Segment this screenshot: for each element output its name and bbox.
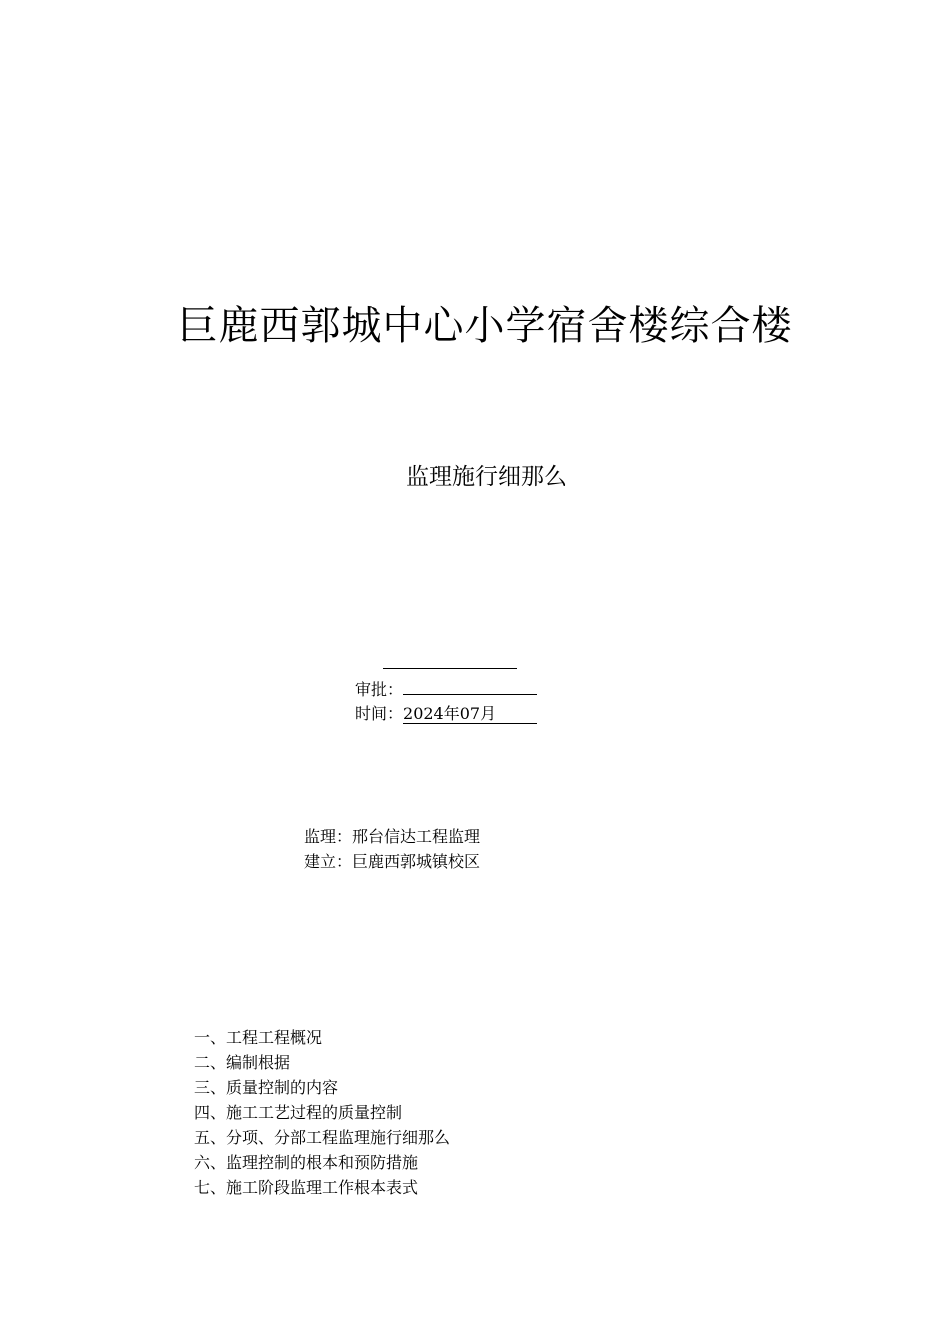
table-of-contents	[194, 1025, 450, 1200]
document-subtitle: 监理施行细那么	[406, 464, 567, 490]
approval-label: 审批：	[355, 680, 404, 699]
toc-item: 三、质量控制的内容	[194, 1078, 339, 1097]
document-title: 巨鹿西郭城中心小学宿舍楼综合楼	[177, 303, 793, 349]
toc-item: 五、分项、分部工程监理施行细那么	[194, 1128, 451, 1147]
toc-item: 七、施工阶段监理工作根本表式	[194, 1178, 419, 1197]
supervisor-line: 监理：邢台信达工程监理	[304, 827, 481, 846]
approval-blank	[403, 678, 537, 695]
time-field	[355, 703, 537, 725]
toc-item: 六、监理控制的根本和预防措施	[194, 1153, 419, 1172]
toc-item: 四、施工工艺过程的质量控制	[194, 1103, 403, 1122]
builder-line: 建立：巨鹿西郭城镇校区	[304, 852, 481, 871]
toc-item: 二、编制根据	[194, 1053, 291, 1072]
toc-item: 一、工程工程概况	[194, 1028, 323, 1047]
approval-field	[355, 678, 537, 701]
time-value: 2024年07月	[403, 705, 537, 724]
signature-line	[383, 668, 517, 669]
time-label: 时间：	[355, 704, 404, 723]
